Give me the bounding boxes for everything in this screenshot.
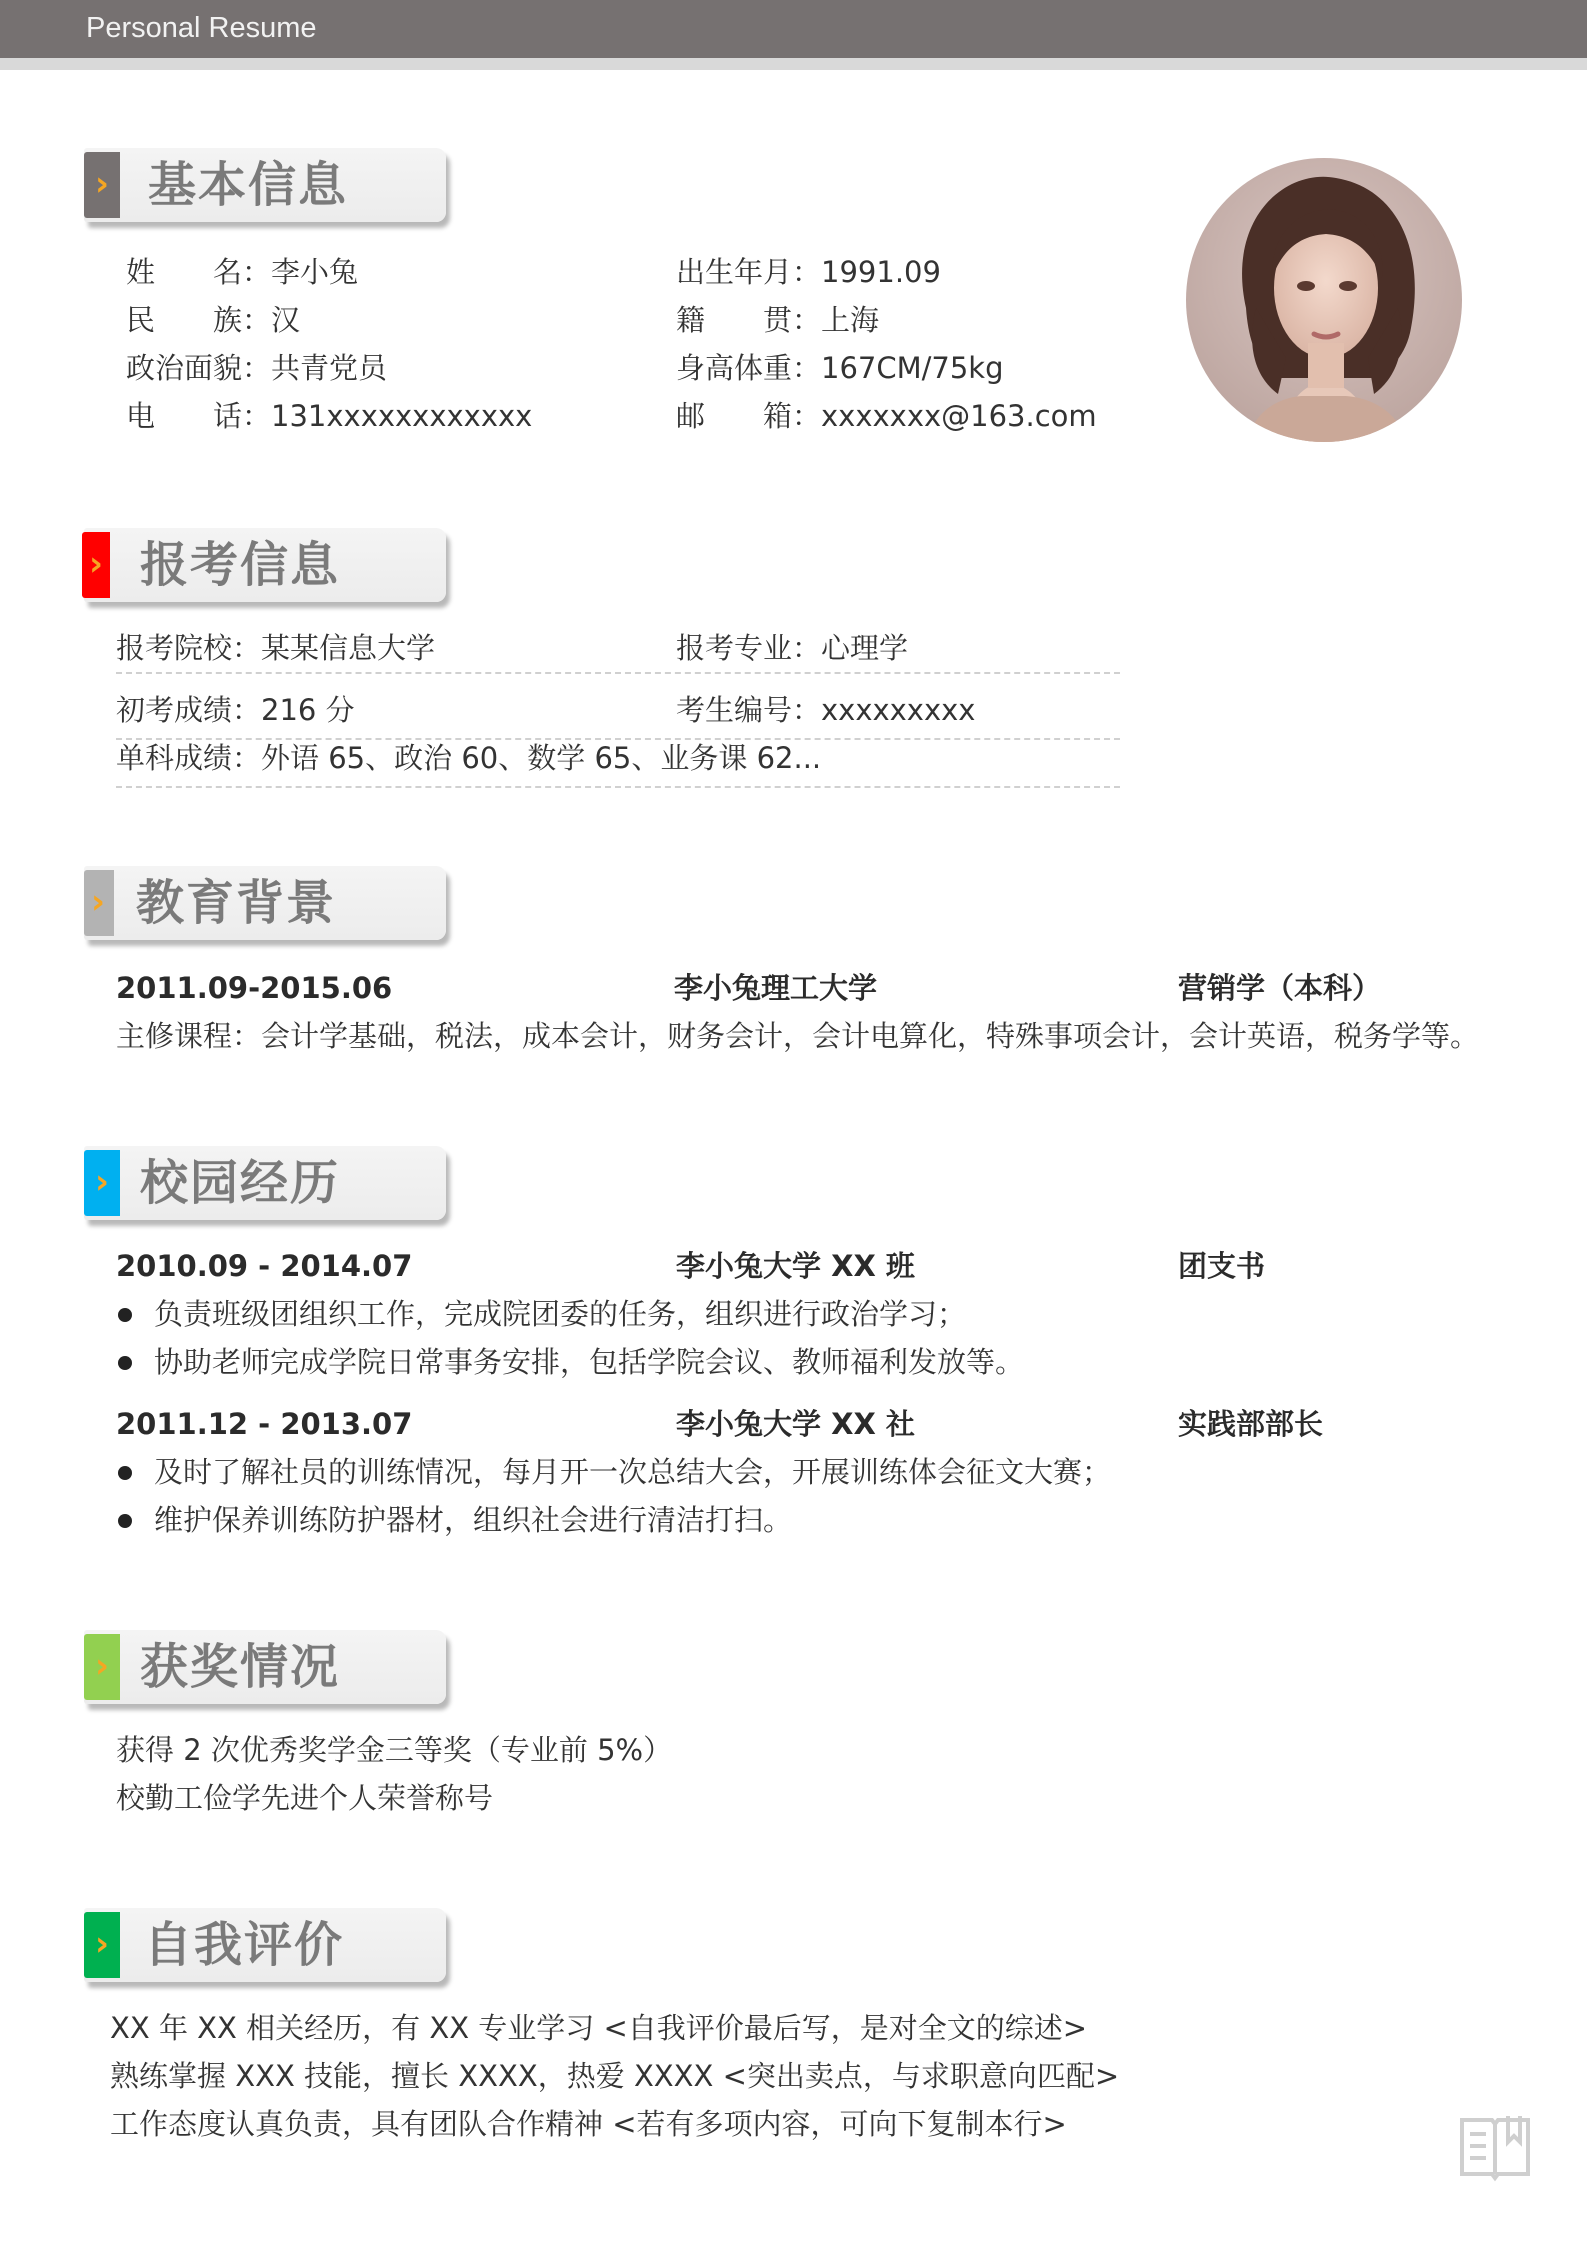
section-header-awards bbox=[84, 1630, 446, 1710]
campus-role: 团支书 bbox=[1178, 1249, 1266, 1283]
header-title: Personal Resume bbox=[86, 12, 317, 44]
bullet-icon bbox=[118, 1466, 132, 1480]
award-item: 校勤工俭学先进个人荣誉称号 bbox=[116, 1781, 494, 1815]
name-label: 姓 名： bbox=[126, 255, 272, 289]
campus-role: 实践部部长 bbox=[1178, 1407, 1324, 1441]
name-value: 李小兔 bbox=[271, 255, 359, 289]
email-value: xxxxxxx@163.com bbox=[821, 399, 1097, 433]
birth-label: 出生年月： bbox=[676, 255, 822, 289]
origin-row bbox=[676, 300, 879, 340]
profile-photo bbox=[1186, 158, 1462, 442]
chevron-right-icon: › bbox=[94, 1162, 109, 1202]
exam-school: 报考院校：某某信息大学 bbox=[116, 631, 436, 665]
education-major: 营销学（本科） bbox=[1178, 971, 1382, 1005]
phone-value: 131xxxxxxxxxxxx bbox=[271, 399, 533, 433]
book-icon[interactable] bbox=[1458, 2112, 1532, 2182]
education-courses: 主修课程：会计学基础，税法，成本会计，财务会计，会计电算化，特殊事项会计，会计英语，税务学等。 bbox=[116, 1019, 1480, 1053]
exam-major: 报考专业：心理学 bbox=[676, 631, 909, 665]
birth-value: 1991.09 bbox=[821, 255, 941, 289]
ethnic-value: 汉 bbox=[271, 303, 301, 337]
body-row bbox=[676, 348, 1004, 388]
origin-label: 籍 贯： bbox=[676, 303, 822, 337]
self-eval-line: XX 年 XX 相关经历，有 XX 专业学习 <自我评价最后写，是对全文的综述> bbox=[110, 2011, 1088, 2045]
body-value: 167CM/75kg bbox=[821, 351, 1004, 385]
education-period: 2011.09-2015.06 bbox=[116, 971, 393, 1005]
section-title: 教育背景 bbox=[136, 875, 337, 931]
education-school: 李小兔理工大学 bbox=[674, 971, 878, 1005]
campus-org: 李小兔大学 XX 社 bbox=[676, 1407, 915, 1441]
bullet-icon bbox=[118, 1308, 132, 1322]
chevron-right-icon: › bbox=[94, 1646, 109, 1686]
section-title: 基本信息 bbox=[148, 157, 349, 213]
section-header-self bbox=[84, 1908, 446, 1988]
campus-org: 李小兔大学 XX 班 bbox=[676, 1249, 915, 1283]
self-eval-line: 工作态度认真负责，具有团队合作精神 <若有多项内容，可向下复制本行> bbox=[110, 2107, 1067, 2141]
bullet-icon bbox=[118, 1514, 132, 1528]
phone-label: 电 话： bbox=[126, 399, 272, 433]
email-label: 邮 箱： bbox=[676, 399, 822, 433]
political-label: 政治面貌： bbox=[126, 351, 272, 385]
section-header-campus bbox=[84, 1146, 446, 1226]
bullet-icon bbox=[118, 1356, 132, 1370]
chevron-right-icon: › bbox=[88, 544, 103, 584]
email-row bbox=[676, 396, 1097, 436]
campus-item: 及时了解社员的训练情况，每月开一次总结大会，开展训练体会征文大赛； bbox=[154, 1455, 1112, 1489]
header-divider bbox=[0, 58, 1587, 70]
section-title: 报考信息 bbox=[140, 537, 341, 593]
campus-period: 2011.12 - 2013.07 bbox=[116, 1407, 413, 1441]
name-row bbox=[126, 252, 358, 292]
birth-row bbox=[676, 252, 941, 292]
campus-item: 维护保养训练防护器材，组织社会进行清洁打扫。 bbox=[154, 1503, 793, 1537]
political-row bbox=[126, 348, 387, 388]
section-header-exam bbox=[84, 528, 446, 608]
divider-line bbox=[116, 786, 1120, 788]
section-title: 自我评价 bbox=[144, 1917, 345, 1973]
exam-subjects: 单科成绩：外语 65、政治 60、数学 65、业务课 62... bbox=[116, 741, 822, 775]
exam-number: 考生编号：xxxxxxxxx bbox=[676, 693, 976, 727]
origin-value: 上海 bbox=[821, 303, 880, 337]
section-header-education bbox=[84, 866, 446, 946]
political-value: 共青党员 bbox=[271, 351, 388, 385]
chevron-right-icon: › bbox=[94, 164, 109, 204]
campus-item: 协助老师完成学院日常事务安排，包括学院会议、教师福利发放等。 bbox=[154, 1345, 1025, 1379]
campus-period: 2010.09 - 2014.07 bbox=[116, 1249, 413, 1283]
ethnic-row bbox=[126, 300, 300, 340]
phone-row bbox=[126, 396, 532, 436]
body-label: 身高体重： bbox=[676, 351, 822, 385]
chevron-right-icon: › bbox=[94, 1924, 109, 1964]
self-eval-line: 熟练掌握 XXX 技能，擅长 XXXX，热爱 XXXX <突出卖点，与求职意向匹配> bbox=[110, 2059, 1120, 2093]
ethnic-label: 民 族： bbox=[126, 303, 272, 337]
chevron-right-icon: › bbox=[90, 882, 105, 922]
divider-line bbox=[116, 672, 1120, 674]
section-title: 校园经历 bbox=[140, 1155, 341, 1211]
award-item: 获得 2 次优秀奖学金三等奖（专业前 5%） bbox=[116, 1733, 673, 1767]
exam-score: 初考成绩：216 分 bbox=[116, 693, 355, 727]
section-title: 获奖情况 bbox=[140, 1639, 341, 1695]
section-header-basic bbox=[84, 148, 446, 228]
campus-item: 负责班级团组织工作，完成院团委的任务，组织进行政治学习； bbox=[154, 1297, 967, 1331]
